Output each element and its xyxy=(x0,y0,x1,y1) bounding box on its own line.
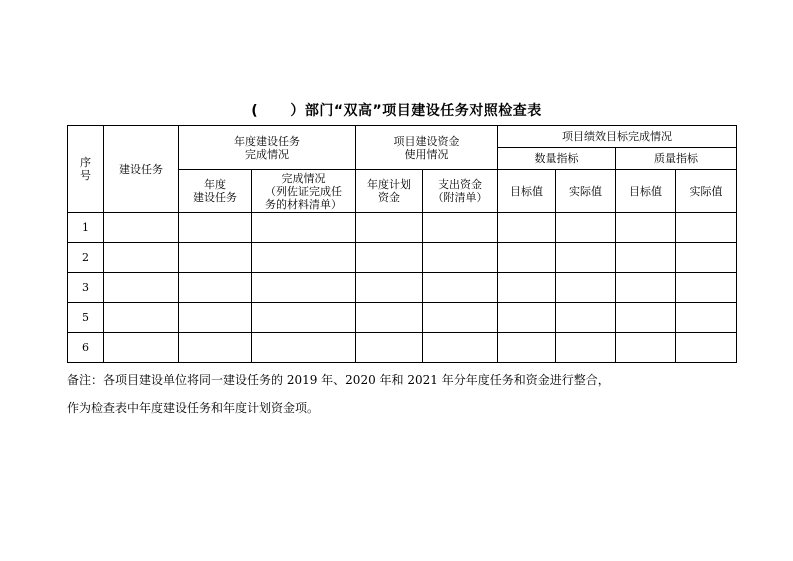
cell xyxy=(179,213,252,243)
header-kpi-group: 项目绩效目标完成情况 xyxy=(498,126,737,148)
cell xyxy=(498,213,556,243)
header-funds-group: 项目建设资金 使用情况 xyxy=(356,126,498,170)
checklist-table xyxy=(67,125,737,363)
header-quality-target: 目标值 xyxy=(616,170,676,213)
cell xyxy=(356,243,423,273)
cell xyxy=(676,303,737,333)
header-annual-task-group: 年度建设任务 完成情况 xyxy=(179,126,356,170)
table-row xyxy=(68,243,737,273)
cell xyxy=(252,333,356,363)
cell xyxy=(556,303,616,333)
header-quantity-target: 目标值 xyxy=(498,170,556,213)
cell xyxy=(676,333,737,363)
table-row xyxy=(68,303,737,333)
cell xyxy=(104,243,179,273)
header-quality-actual: 实际值 xyxy=(676,170,737,213)
cell xyxy=(676,243,737,273)
header-spent-funds: 支出资金 （附清单） xyxy=(423,170,498,213)
header-completion: 完成情况 （列佐证完成任 务的材料清单） xyxy=(252,170,356,213)
cell xyxy=(556,273,616,303)
cell xyxy=(104,273,179,303)
cell xyxy=(616,303,676,333)
header-quantity-actual: 实际值 xyxy=(556,170,616,213)
footnote-line-2: 作为检查表中年度建设任务和年度计划资金项。 xyxy=(67,401,320,415)
cell xyxy=(676,213,737,243)
cell xyxy=(356,333,423,363)
cell xyxy=(676,273,737,303)
cell xyxy=(252,243,356,273)
header-quality: 质量指标 xyxy=(616,148,737,170)
page-title: ( ）部门“双高”项目建设任务对照检查表 xyxy=(251,103,542,119)
cell xyxy=(356,213,423,243)
row-index: 2 xyxy=(68,243,104,273)
cell xyxy=(104,213,179,243)
cell xyxy=(556,243,616,273)
header-quantity: 数量指标 xyxy=(498,148,616,170)
cell xyxy=(356,303,423,333)
cell xyxy=(104,303,179,333)
cell xyxy=(423,333,498,363)
footnote-line-1: 备注：各项目建设单位将同一建设任务的 2019 年、2020 年和 2021 年分年度任务和资金进行整合， xyxy=(67,373,610,387)
cell xyxy=(616,213,676,243)
cell xyxy=(179,333,252,363)
cell xyxy=(498,273,556,303)
cell xyxy=(252,273,356,303)
table-row xyxy=(68,333,737,363)
row-index: 6 xyxy=(68,333,104,363)
cell xyxy=(616,243,676,273)
cell xyxy=(423,243,498,273)
row-index: 5 xyxy=(68,303,104,333)
cell xyxy=(179,273,252,303)
header-task: 建设任务 xyxy=(104,126,179,213)
row-index: 1 xyxy=(68,213,104,243)
cell xyxy=(252,213,356,243)
cell xyxy=(498,243,556,273)
table-row xyxy=(68,273,737,303)
cell xyxy=(252,303,356,333)
cell xyxy=(356,273,423,303)
footnote xyxy=(67,366,747,422)
cell xyxy=(104,333,179,363)
row-index: 3 xyxy=(68,273,104,303)
cell xyxy=(179,243,252,273)
table-row xyxy=(68,213,737,243)
cell xyxy=(179,303,252,333)
cell xyxy=(423,273,498,303)
cell xyxy=(423,213,498,243)
header-planned-funds: 年度计划 资金 xyxy=(356,170,423,213)
cell xyxy=(616,273,676,303)
header-index: 序 号 xyxy=(68,126,104,213)
cell xyxy=(498,303,556,333)
header-annual-task: 年度 建设任务 xyxy=(179,170,252,213)
cell xyxy=(423,303,498,333)
cell xyxy=(556,213,616,243)
cell xyxy=(498,333,556,363)
cell xyxy=(616,333,676,363)
cell xyxy=(556,333,616,363)
